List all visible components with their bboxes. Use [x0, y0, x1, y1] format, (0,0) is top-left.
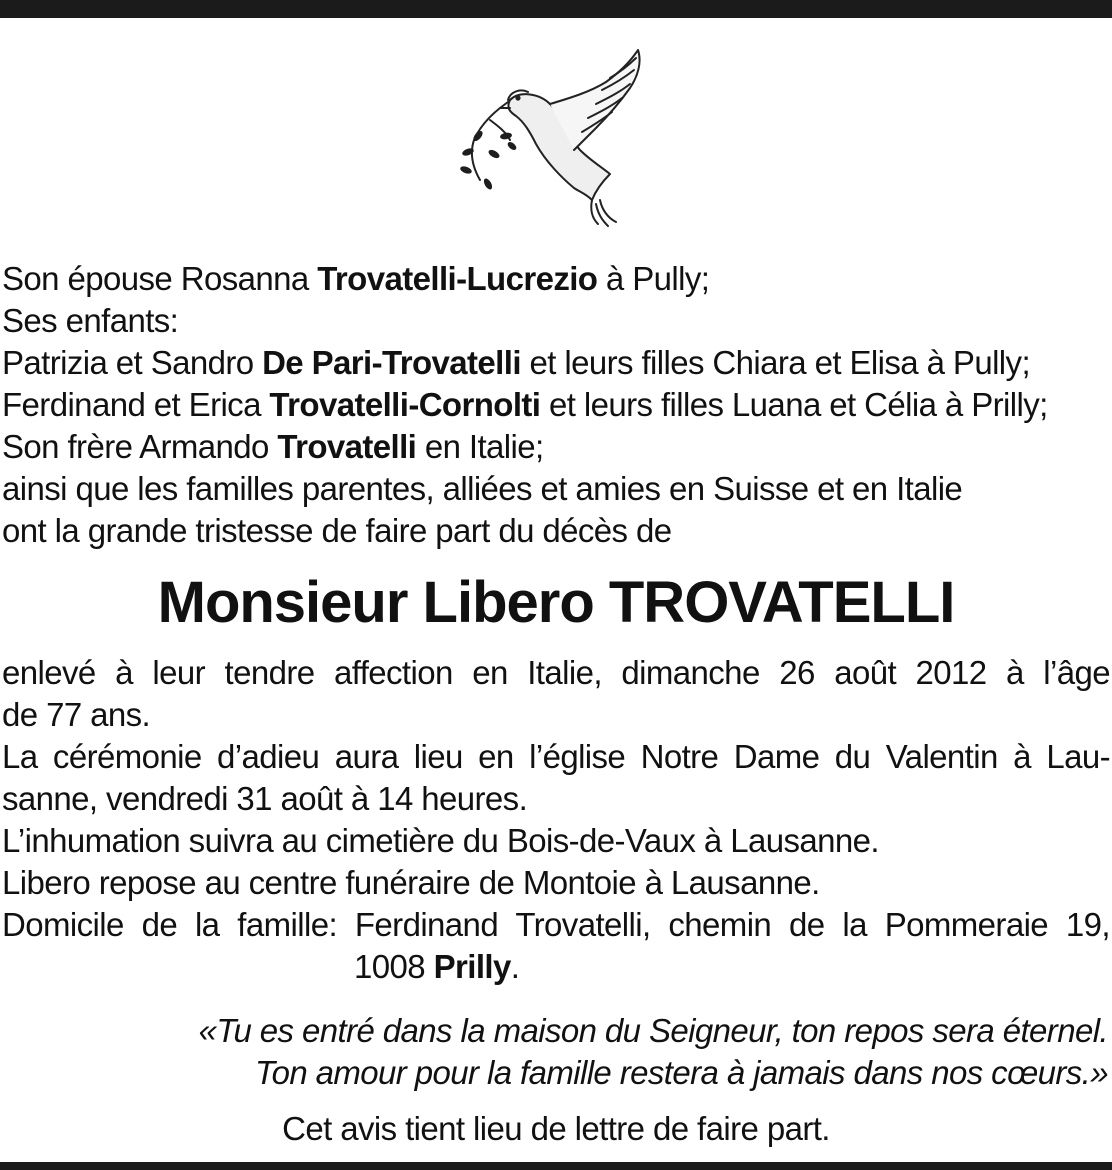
- details-line: La cérémonie d’adieu aura lieu en l’église Notre Dame du Valentin à Lau-: [2, 738, 1110, 775]
- details-line: enlevé à leur tendre affection en Italie, dimanche 26 août 2012 à l’âge: [2, 654, 1110, 691]
- details-line: de 77 ans.: [2, 696, 151, 733]
- closing-note: Cet avis tient lieu de lettre de faire part.: [282, 1110, 830, 1147]
- quote-line: «Tu es entré dans la maison du Seigneur, ton repos sera éternel.: [198, 1012, 1108, 1049]
- family-announcement: [2, 258, 1110, 552]
- memorial-quote: [199, 1010, 1108, 1094]
- family-line: Patrizia et Sandro De Pari-Trovatelli et leurs filles Chiara et Elisa à Pully;: [2, 344, 1031, 381]
- details-line: Libero repose au centre funéraire de Montoie à Lausanne.: [2, 864, 820, 901]
- family-address-line: Domicile de la famille: Ferdinand Trovatelli, chemin de la Pommeraie 19,: [2, 906, 1110, 943]
- family-address-city: 1008 Prilly.: [354, 948, 520, 985]
- top-border-rule: [0, 0, 1112, 18]
- family-line: Ses enfants:: [2, 302, 179, 339]
- details-line: sanne, vendredi 31 août à 14 heures.: [2, 780, 528, 817]
- family-line: ont la grande tristesse de faire part du décès de: [2, 512, 672, 549]
- dove-with-olive-branch-icon: [450, 32, 660, 237]
- family-line: ainsi que les familles parentes, alliées et amies en Suisse et en Italie: [2, 470, 963, 507]
- family-line: Son épouse Rosanna Trovatelli-Lucrezio à Pully;: [2, 260, 710, 297]
- deceased-name-heading: Monsieur Libero TROVATELLI: [157, 570, 955, 635]
- bottom-border-rule: [0, 1162, 1112, 1170]
- family-line: Ferdinand et Erica Trovatelli-Cornolti et leurs filles Luana et Célia à Prilly;: [2, 386, 1048, 423]
- family-line: Son frère Armando Trovatelli en Italie;: [2, 428, 544, 465]
- quote-line: Ton amour pour la famille restera à jamais dans nos cœurs.»: [255, 1054, 1108, 1091]
- details-line: L’inhumation suivra au cimetière du Bois-de-Vaux à Lausanne.: [2, 822, 879, 859]
- funeral-details: [2, 652, 1110, 988]
